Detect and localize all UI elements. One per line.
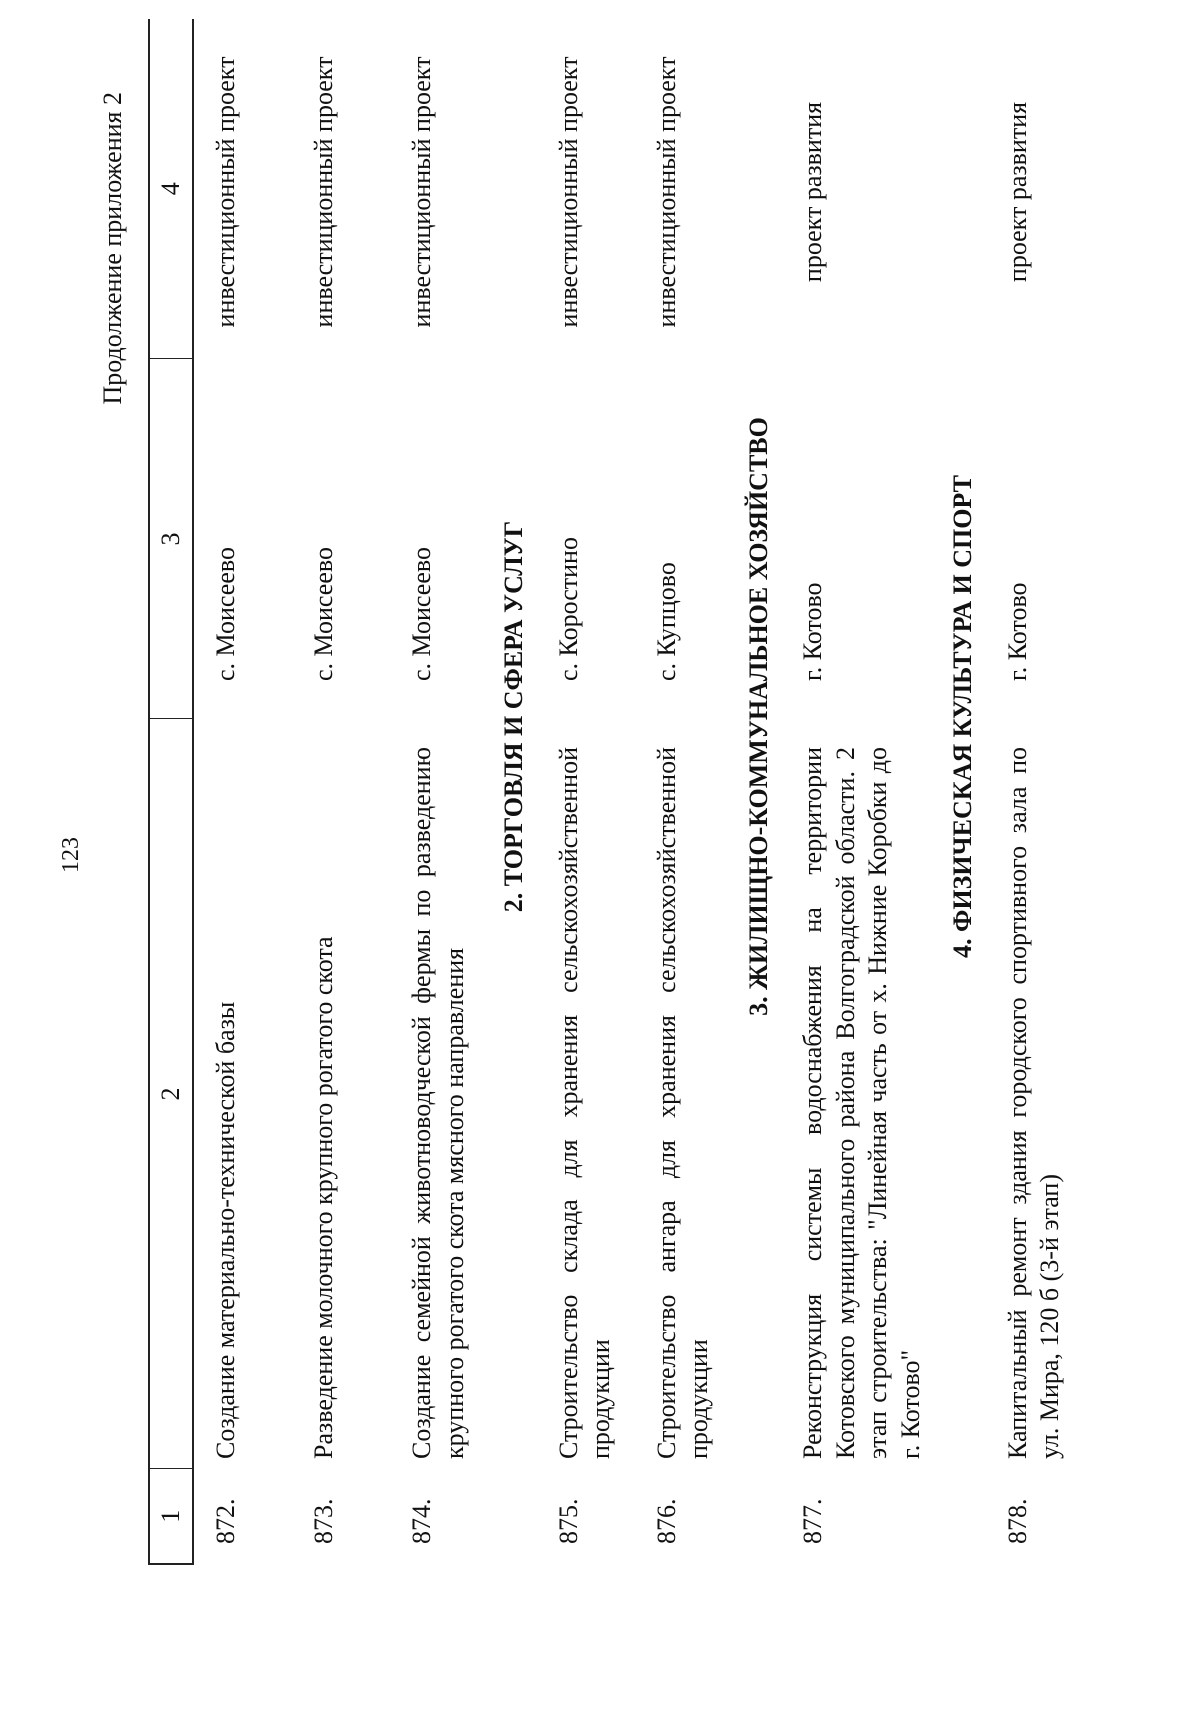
section-heading-row bbox=[937, 19, 986, 1564]
project-name: Строительство ангара для хранения сельскохозяйственной продукции bbox=[651, 747, 713, 1459]
section-heading: 2. ТОРГОВЛЯ И СФЕРА УСЛУГ bbox=[499, 520, 528, 913]
row-number: 873. bbox=[309, 1498, 338, 1544]
project-type: инвестиционный проект bbox=[309, 56, 338, 328]
table-row bbox=[635, 19, 733, 1564]
project-location: с. Моисеево bbox=[407, 547, 436, 681]
project-type: проект развития bbox=[798, 101, 827, 283]
project-location: г. Котово bbox=[798, 582, 827, 681]
row-number: 872. bbox=[211, 1498, 240, 1544]
project-location: с. Купцово bbox=[651, 562, 681, 681]
section-heading-row bbox=[733, 19, 782, 1564]
project-location: с. Коростино bbox=[553, 537, 583, 681]
project-name: Капитальный ремонт здания городского спортивного зала по ул. Мира, 120 б (3-й этап) bbox=[1002, 747, 1064, 1459]
page-number: 123 bbox=[58, 837, 84, 873]
header-col-3: 3 bbox=[149, 359, 193, 719]
project-type: инвестиционный проект bbox=[651, 56, 681, 328]
section-heading-row bbox=[488, 19, 537, 1564]
table-row bbox=[781, 19, 937, 1564]
table-row bbox=[390, 19, 488, 1564]
table-row bbox=[986, 19, 1084, 1564]
table-header-row bbox=[149, 19, 193, 1564]
project-name: Создание материально-технической базы bbox=[211, 1001, 240, 1459]
project-location: с. Моисеево bbox=[309, 547, 338, 681]
section-heading: 4. ФИЗИЧЕСКАЯ КУЛЬТУРА И СПОРТ bbox=[948, 475, 977, 958]
section-heading: 3. ЖИЛИЩНО-КОММУНАЛЬНОЕ ХОЗЯЙСТВО bbox=[743, 417, 773, 1016]
row-number: 878. bbox=[1002, 1498, 1032, 1544]
row-number: 877. bbox=[798, 1498, 827, 1544]
projects-table bbox=[148, 19, 1084, 1565]
header-col-1: 1 bbox=[149, 1469, 193, 1564]
header-col-4: 4 bbox=[149, 19, 193, 359]
project-location: г. Котово bbox=[1002, 582, 1032, 681]
header-col-2: 2 bbox=[149, 719, 193, 1469]
project-name: Реконструкция системы водоснабжения на территории Котовского муниципального района Волгоградской области. 2 этап строительства: "Линейная часть от х. Нижние Коробки до г. Котово" bbox=[798, 747, 925, 1459]
row-number: 874. bbox=[407, 1498, 436, 1544]
project-location: с. Моисеево bbox=[211, 547, 240, 681]
project-type: инвестиционный проект bbox=[407, 56, 436, 328]
continuation-note: Продолжение приложения 2 bbox=[98, 92, 127, 405]
project-type: инвестиционный проект bbox=[211, 56, 240, 328]
table-row bbox=[193, 19, 292, 1564]
project-type: проект развития bbox=[1002, 101, 1032, 283]
project-name: Создание семейной животноводческой фермы по разведению крупного рогатого скота мясного направления bbox=[407, 747, 469, 1459]
row-number: 876. bbox=[651, 1498, 681, 1544]
row-number: 875. bbox=[553, 1498, 583, 1544]
project-type: инвестиционный проект bbox=[553, 56, 583, 328]
table-row bbox=[292, 19, 390, 1564]
project-name: Строительство склада для хранения сельскохозяйственной продукции bbox=[553, 747, 615, 1459]
project-name: Разведение молочного крупного рогатого скота bbox=[309, 936, 338, 1459]
table-row bbox=[537, 19, 635, 1564]
